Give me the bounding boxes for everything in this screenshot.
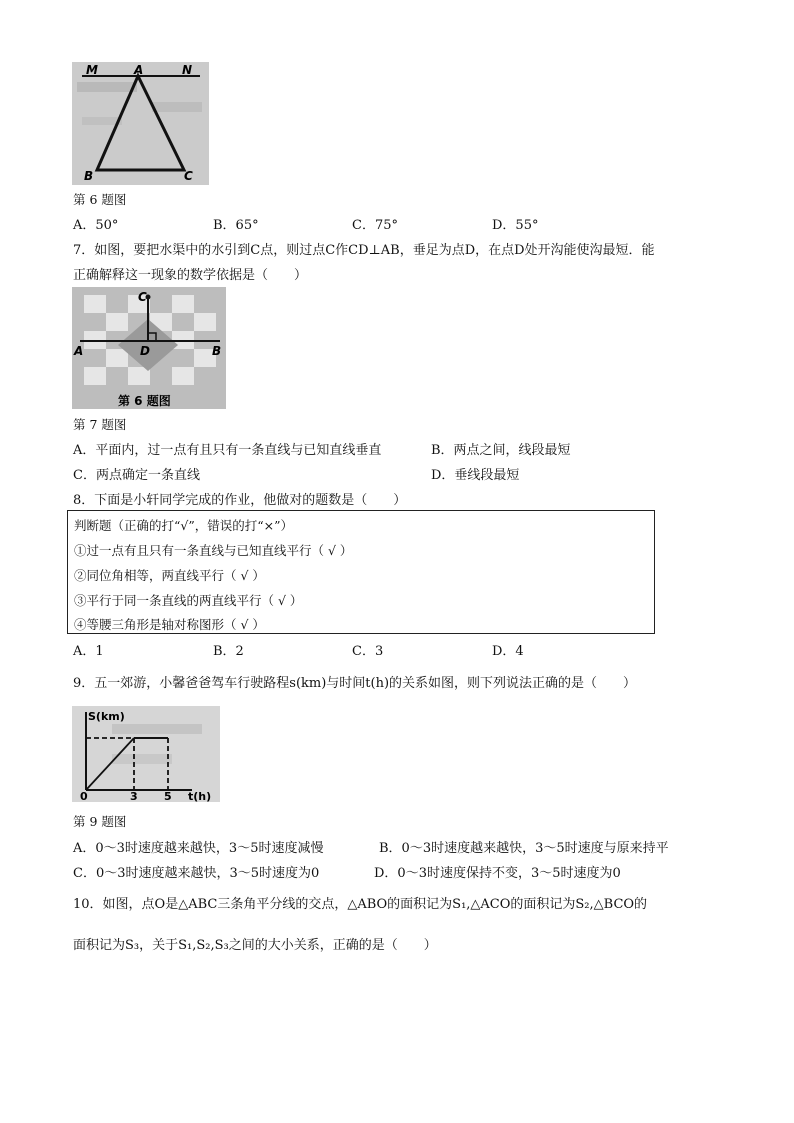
q8-box-title: 判断题（正确的打“√”，错误的打“×”） xyxy=(74,518,294,533)
q7-caption: 第 7 题图 xyxy=(73,417,127,432)
label-m: M xyxy=(86,63,98,77)
q6-option-d: D．55° xyxy=(492,218,539,233)
q6-caption: 第 6 题图 xyxy=(73,192,127,207)
q9-option-b: B．0～3时速度越来越快，3～5时速度与原来持平 xyxy=(379,841,669,856)
q8-box-item: ④等腰三角形是轴对称图形（ √ ） xyxy=(74,617,265,632)
label-b: B xyxy=(212,344,222,358)
q7-option-b: B．两点之间，线段最短 xyxy=(431,443,571,458)
q9-option-c: C．0～3时速度越来越快，3～5时速度为0 xyxy=(73,866,320,881)
q9-figure xyxy=(72,706,220,802)
q7-stem-line2: 正确解释这一现象的数学依据是（ ） xyxy=(73,268,308,283)
q10-stem-line1: 10．如图，点O是△ABC三条角平分线的交点，△ABO的面积记为S₁,△ACO的面积记为S₂,△BCO的 xyxy=(73,897,648,912)
q7-option-d: D．垂线段最短 xyxy=(431,468,520,483)
q9-option-a: A．0～3时速度越来越快，3～5时速度减慢 xyxy=(73,841,324,856)
label-c: C xyxy=(184,169,193,183)
label-a: A xyxy=(74,344,84,358)
q7-canal-diagram xyxy=(72,287,226,409)
q6-option-a: A．50° xyxy=(73,218,119,233)
q6-figure xyxy=(72,62,209,185)
q6-option-c: C．75° xyxy=(352,218,398,233)
label-c: C xyxy=(138,290,147,304)
label-d: D xyxy=(140,344,150,358)
q8-box-item: ③平行于同一条直线的两直线平行（ √ ） xyxy=(74,593,303,608)
q8-box-item: ①过一点有且只有一条直线与已知直线平行（ √ ） xyxy=(74,543,353,558)
q8-option-b: B．2 xyxy=(213,644,244,659)
label-n: N xyxy=(182,63,193,77)
q9-option-d: D．0～3时速度保持不变，3～5时速度为0 xyxy=(374,866,621,881)
q8-option-d: D．4 xyxy=(492,644,524,659)
q9-tick-label: 0 xyxy=(80,790,88,802)
q9-tick-label: 3 xyxy=(130,790,138,802)
q8-box-item: ②同位角相等，两直线平行（ √ ） xyxy=(74,568,265,583)
q10-stem-line2: 面积记为S₃，关于S₁,S₂,S₃之间的大小关系，正确的是（ ） xyxy=(73,938,437,953)
q7-option-c: C．两点确定一条直线 xyxy=(73,468,200,483)
q9-stem: 9．五一郊游，小馨爸爸驾车行驶路程s(km)与时间t(h)的关系如图，则下列说法正确的是（ ） xyxy=(73,676,637,691)
q9-ylabel: S(km) xyxy=(88,710,125,723)
q9-caption: 第 9 题图 xyxy=(73,814,127,829)
q7-stem-line1: 7．如图，要把水渠中的水引到C点，则过点C作CD⊥AB，垂足为点D，在点D处开沟能使沟最短．能 xyxy=(73,243,655,258)
q7-inner-caption: 第 6 题图 xyxy=(118,394,171,408)
q9-xlabel: t(h) xyxy=(188,790,212,802)
label-a: A xyxy=(134,63,144,77)
q9-tick-label: 5 xyxy=(164,790,172,802)
q8-option-a: A．1 xyxy=(73,644,104,659)
label-b: B xyxy=(84,169,94,183)
q6-triangle-diagram xyxy=(72,62,209,185)
q8-option-c: C．3 xyxy=(352,644,384,659)
q6-option-b: B．65° xyxy=(213,218,259,233)
q8-stem: 8．下面是小轩同学完成的作业，他做对的题数是（ ） xyxy=(73,493,407,508)
q7-option-a: A．平面内，过一点有且只有一条直线与已知直线垂直 xyxy=(73,443,382,458)
q7-figure xyxy=(72,287,226,409)
q8-homework-box xyxy=(67,510,655,634)
q9-distance-time-graph xyxy=(72,706,220,802)
